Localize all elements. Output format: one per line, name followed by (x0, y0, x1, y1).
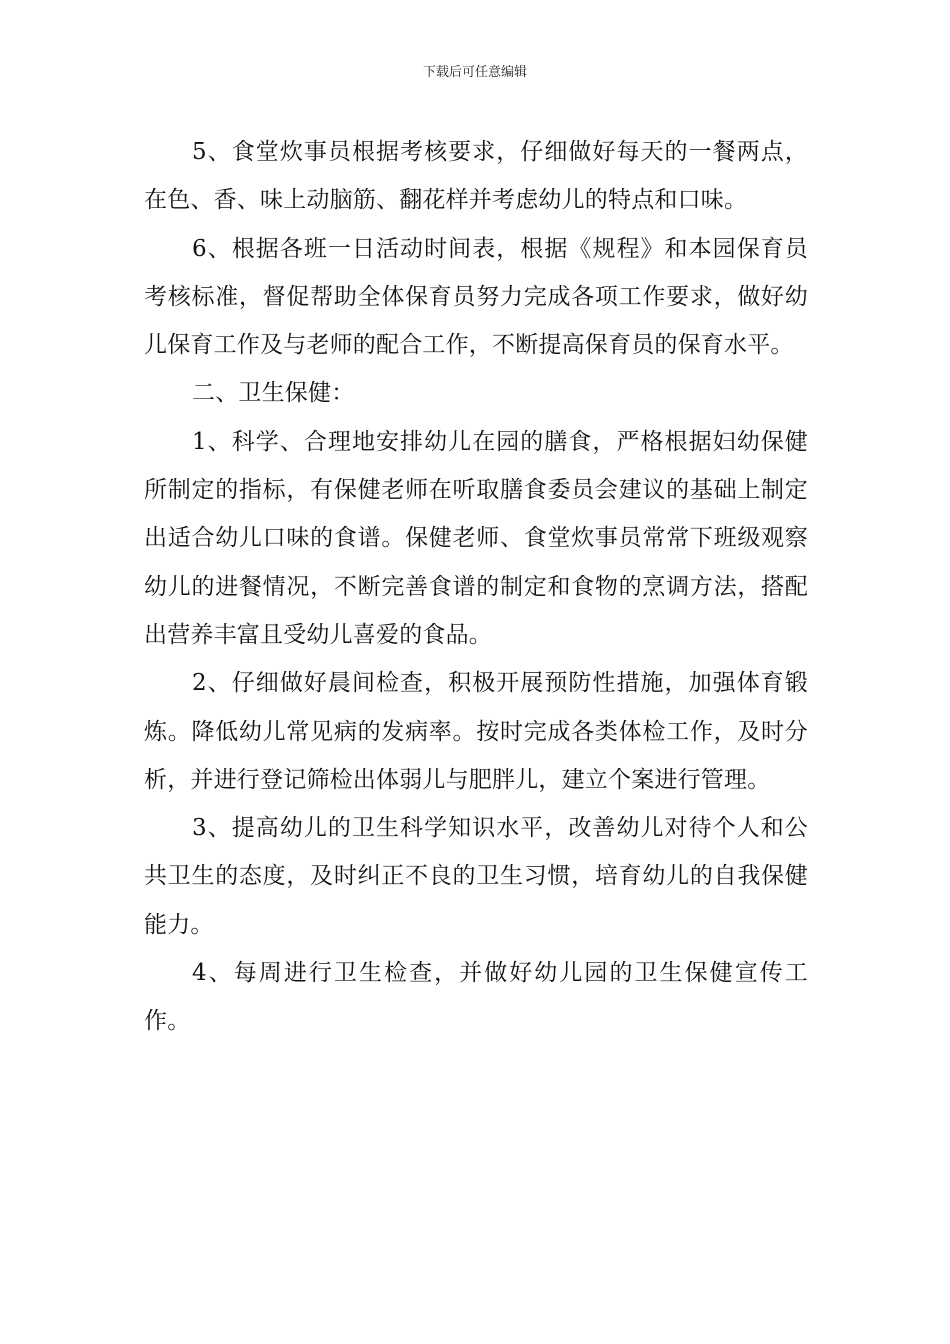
paragraph-hygiene-1: 1、科学、合理地安排幼儿在园的膳食，严格根据妇幼保健所制定的指标，有保健老师在听取膳食委员会建议的基础上制定出适合幼儿口味的食谱。保健老师、食堂炊事员常常下班级观察幼儿的进餐情况，不断完善食谱的制定和食物的烹调方法，搭配出营养丰富且受幼儿喜爱的食品。 (144, 428, 808, 648)
paragraph-hygiene-2: 2、仔细做好晨间检查，积极开展预防性措施，加强体育锻炼。降低幼儿常见病的发病率。按时完成各类体检工作，及时分析，并进行登记筛检出体弱儿与肥胖儿，建立个案进行管理。 (144, 670, 808, 793)
paragraph-hygiene-4: 4、每周进行卫生检查，并做好幼儿园的卫生保健宣传工作。 (144, 960, 808, 1035)
page-header-note: 下载后可任意编辑 (422, 65, 527, 80)
document-body (144, 128, 808, 1046)
paragraph-item-5: 5、食堂炊事员根据考核要求，仔细做好每天的一餐两点，在色、香、味上动脑筋、翻花样并考虑幼儿的特点和口味。 (144, 139, 808, 214)
paragraph-item-6: 6、根据各班一日活动时间表，根据《规程》和本园保育员考核标准，督促帮助全体保育员努力完成各项工作要求，做好幼儿保育工作及与老师的配合工作，不断提高保育员的保育水平。 (144, 235, 808, 359)
paragraph-hygiene-3: 3、提高幼儿的卫生科学知识水平，改善幼儿对待个人和公共卫生的态度，及时纠正不良的卫生习惯，培育幼儿的自我保健能力。 (144, 815, 808, 938)
section-heading-hygiene: 二、卫生保健： (192, 380, 355, 407)
